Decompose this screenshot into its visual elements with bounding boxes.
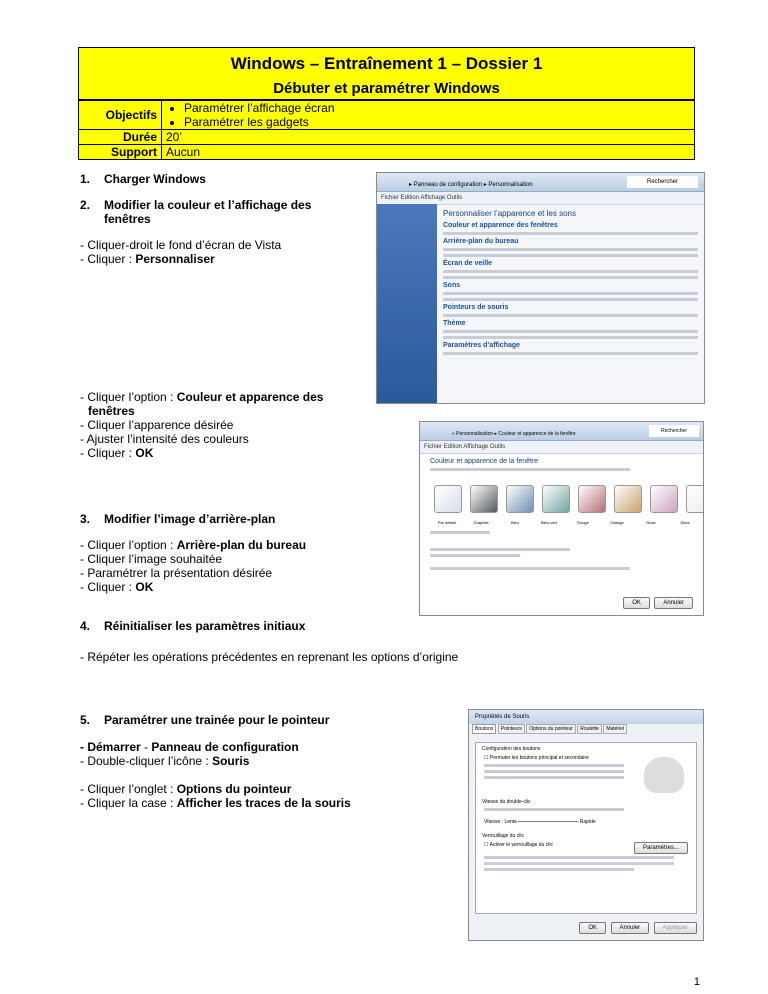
ok-button[interactable]: OK (579, 922, 606, 934)
page-number: 1 (693, 976, 700, 988)
section-4-heading: 4. Réinitialiser les paramètres initiaux (80, 619, 306, 633)
cancel-button[interactable]: Annuler (654, 597, 693, 609)
document-subtitle: Débuter et paramétrer Windows (273, 80, 500, 97)
section-3-steps: - Cliquer l’option : Arrière-plan du bureau - Cliquer l’image souhaitée - Paramétrer la présentation désirée - Cliquer : OK (80, 538, 307, 594)
support-label: Support (79, 145, 162, 160)
search-box: Rechercher (627, 176, 698, 188)
group-boutons: Configuration des boutons (482, 746, 541, 752)
color-swatch[interactable] (506, 485, 534, 513)
option-item: Couleur et apparence des fenêtres (443, 222, 558, 229)
section-2-steps-b: - Cliquer l’option : Couleur et apparence des fenêtres - Cliquer l’apparence désirée - Ajuster l’intensité des couleurs - Cliquer : OK (80, 390, 324, 460)
section-2-heading: 2. Modifier la couleur et l’affichage des fenêtres (80, 198, 312, 226)
panel-heading: Couleur et apparence de la fenêtre (430, 458, 539, 465)
dialog-buttons (579, 916, 697, 934)
screenshot-couleur (419, 421, 704, 616)
swatch-row (430, 485, 695, 518)
tab-bar (469, 724, 703, 734)
panel-content (430, 458, 695, 573)
color-swatch[interactable] (614, 485, 642, 513)
panel-heading: Personnaliser l’apparence et les sons (443, 209, 576, 218)
section-4-steps: - Répéter les opérations précédentes en reprenant les options d’origine (80, 650, 459, 664)
dialog-buttons (623, 591, 693, 609)
section-5-steps: - Démarrer - Panneau de configuration - Double-cliquer l’icône : Souris - Cliquer l’onglet : Options du pointeur - Cliquer la case : Afficher les traces de la souris (80, 740, 351, 810)
option-item: Sons (443, 282, 461, 289)
option-item: Arrière-plan du bureau (443, 238, 519, 245)
group-verrouillage: Verrouillage du clic (482, 833, 524, 839)
color-swatch[interactable] (650, 485, 678, 513)
parametres-button[interactable]: Paramètres... (634, 842, 688, 854)
panel-content (443, 209, 698, 358)
menu-bar: Fichier Edition Affichage Outils (377, 192, 704, 205)
apply-button[interactable]: Appliquer (654, 922, 697, 934)
screenshot-personnalisation (376, 172, 705, 404)
option-item: Thème (443, 320, 466, 327)
document-title: Windows – Entraînement 1 – Dossier 1 (230, 54, 543, 73)
group-vitesse: Vitesse du double-clic (482, 799, 531, 805)
tab-materiel[interactable]: Matériel (603, 724, 627, 734)
objectif-item: • Paramétrer les gadgets (184, 115, 690, 129)
speed-slider[interactable] (518, 821, 578, 822)
tab-boutons[interactable]: Boutons (472, 724, 496, 734)
section-3-heading: 3. Modifier l’image d’arrière-plan (80, 512, 276, 526)
color-swatch[interactable] (470, 485, 498, 513)
check-permuter[interactable]: ☐ Permuter les boutons principal et secondaire (484, 755, 589, 761)
address-bar: ▸ Panneau de configuration ▸ Personnalisation (409, 182, 533, 188)
swatch-labels: Par défaut Graphite Bleu Bleu-vert Rouge Orange Rose Givre (437, 520, 690, 525)
cancel-button[interactable]: Annuler (611, 922, 650, 934)
dialog-title: Propriétés de Souris (469, 710, 703, 724)
color-swatch[interactable] (686, 485, 704, 513)
objectifs-label: Objectifs (79, 101, 162, 130)
duree-label: Durée (79, 130, 162, 145)
window-titlebar (377, 173, 704, 192)
menu-bar: Fichier Edition Affichage Outils (420, 441, 703, 454)
option-item: Pointeurs de souris (443, 304, 509, 311)
tab-roulette[interactable]: Roulette (577, 724, 602, 734)
screenshot-souris (468, 709, 704, 941)
search-box: Rechercher (649, 425, 699, 437)
color-swatch[interactable] (578, 485, 606, 513)
section-1-heading: 1. Charger Windows (80, 172, 206, 186)
mouse-image (644, 757, 684, 793)
side-panel (377, 204, 437, 403)
objectifs-value (162, 101, 695, 130)
section-5-heading: 5. Paramétrer une trainée pour le pointeur (80, 713, 330, 727)
color-swatch[interactable] (434, 485, 462, 513)
option-item: Écran de veille (443, 260, 493, 267)
duree-value: 20’ (162, 130, 695, 145)
tab-pointeurs[interactable]: Pointeurs (498, 724, 525, 734)
color-swatch[interactable] (542, 485, 570, 513)
section-2-steps-a: - Cliquer-droit le fond d’écran de Vista - Cliquer : Personnaliser (80, 238, 282, 266)
tab-content (475, 742, 697, 914)
meta-table (78, 100, 695, 160)
tab-options-pointeur[interactable]: Options du pointeur (526, 724, 576, 734)
objectif-item: • Paramétrer l’affichage écran (184, 101, 690, 115)
address-bar: « Personnalisation ▸ Couleur et apparence de la fenêtre (452, 431, 576, 437)
support-value: Aucun (162, 145, 695, 160)
ok-button[interactable]: OK (623, 597, 650, 609)
speed-row: Vitesse : Lente Rapide (484, 819, 596, 825)
title-box (78, 47, 695, 100)
window-titlebar (420, 422, 703, 441)
option-item: Paramètres d’affichage (443, 342, 521, 349)
check-verrouillage[interactable]: ☐ Activer le verrouillage du clic Paramètres... (484, 842, 688, 848)
